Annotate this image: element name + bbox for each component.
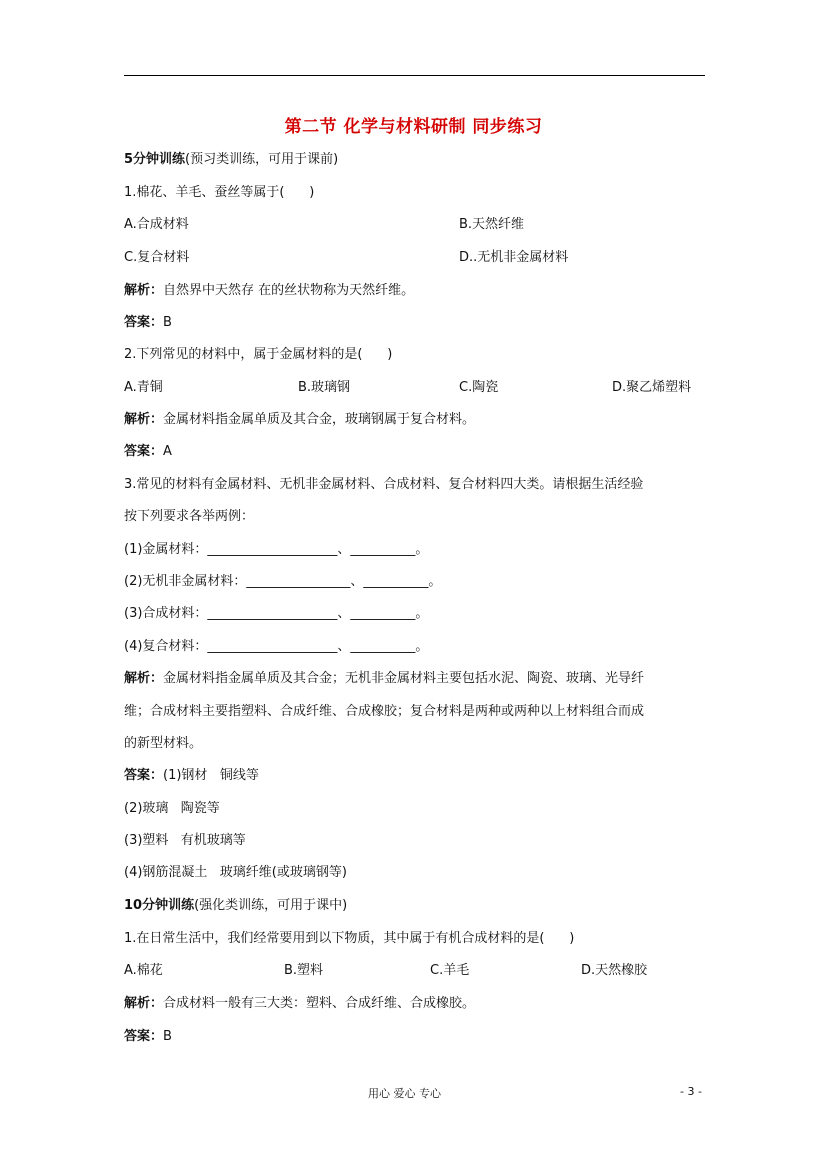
answer-text: B: [163, 1029, 172, 1044]
q4-stem: 1.在日常生活中，我们经常要用到以下物质，其中属于有机合成材料的是( ): [124, 931, 575, 946]
section-heading-5min: [124, 151, 338, 169]
answer-label: 答案：: [124, 315, 164, 330]
q3-answer-3: (3)塑料 有机玻璃等: [124, 833, 246, 848]
q3-answer-4: (4)钢筋混凝土 玻璃纤维(或玻璃钢等): [124, 865, 347, 880]
page-title: 第二节 化学与材料研制 同步练习: [284, 117, 543, 137]
q4-option-b: B.塑料: [284, 963, 324, 978]
answer-label: 答案：: [124, 444, 164, 459]
q2-answer: [124, 443, 172, 461]
q3-stem-line2: 按下列要求各举两例：: [124, 509, 255, 524]
explanation-text: 自然界中天然存 在的丝状物称为天然纤维。: [163, 283, 415, 298]
explanation-label: 解析：: [124, 996, 164, 1011]
q4-option-c: C.羊毛: [430, 963, 470, 978]
q3-explanation-line2: 维；合成材料主要指塑料、合成纤维、合成橡胶；复合材料是两种或两种以上材料组合而成: [124, 704, 645, 719]
q2-option-a: A.青铜: [124, 380, 163, 395]
answer-label: 答案：: [124, 1029, 164, 1044]
q1-option-c: C.复合材料: [124, 250, 190, 265]
explanation-label: 解析：: [124, 412, 164, 427]
answer-text: A: [163, 444, 172, 459]
q2-stem: 2.下列常见的材料中，属于金属材料的是( ): [124, 347, 393, 362]
q4-option-d: D.天然橡胶: [581, 963, 648, 978]
q3-explanation-line1: [124, 670, 644, 688]
q2-option-d: D.聚乙烯塑料: [612, 380, 692, 395]
q2-explanation: [124, 411, 475, 429]
section-head: 5分钟训练: [124, 152, 186, 167]
q3-fill-1: (1)金属材料：____________________、__________。: [124, 542, 429, 557]
explanation-label: 解析：: [124, 283, 164, 298]
answer-label: 答案：: [124, 768, 164, 783]
q4-option-a: A.棉花: [124, 963, 163, 978]
q4-answer: [124, 1028, 172, 1046]
q4-explanation: [124, 995, 475, 1013]
explanation-text: 金属材料指金属单质及其合金，玻璃钢属于复合材料。: [163, 412, 476, 427]
footer-motto: 用心 爱心 专心: [368, 1087, 441, 1100]
q1-option-a: A.合成材料: [124, 217, 189, 232]
q3-fill-3: (3)合成材料：____________________、__________。: [124, 606, 429, 621]
section-note: (强化类训练，可用于课中): [194, 898, 348, 913]
q1-answer: [124, 314, 172, 332]
answer-text: B: [163, 315, 172, 330]
q3-explanation-line3: 的新型材料。: [124, 736, 203, 751]
answer-text: (1)钢材 铜线等: [163, 768, 259, 783]
page-number: - 3 -: [680, 1085, 702, 1098]
q3-answer-2: (2)玻璃 陶瓷等: [124, 801, 220, 816]
explanation-text: 合成材料一般有三大类：塑料、合成纤维、合成橡胶。: [163, 996, 476, 1011]
q3-fill-2: (2)无机非金属材料：________________、__________。: [124, 574, 442, 589]
explanation-label: 解析：: [124, 671, 164, 686]
header-rule: [124, 75, 705, 76]
q3-fill-4: (4)复合材料：____________________、__________。: [124, 639, 429, 654]
q1-explanation: [124, 282, 414, 300]
q1-option-b: B.天然纤维: [459, 217, 525, 232]
q2-option-b: B.玻璃钢: [298, 380, 351, 395]
q3-stem-line1: 3.常见的材料有金属材料、无机非金属材料、合成材料、复合材料四大类。请根据生活经验: [124, 477, 644, 492]
q1-option-d: D..无机非金属材料: [459, 250, 569, 265]
section-heading-10min: [124, 897, 347, 915]
q3-answer-1: [124, 767, 259, 785]
q1-stem: 1.棉花、羊毛、蚕丝等属于( ): [124, 185, 315, 200]
q2-option-c: C.陶瓷: [459, 380, 499, 395]
section-note: (预习类训练，可用于课前): [185, 152, 339, 167]
section-head: 10分钟训练: [124, 898, 195, 913]
explanation-text: 金属材料指金属单质及其合金；无机非金属材料主要包括水泥、陶瓷、玻璃、光导纤: [163, 671, 645, 686]
